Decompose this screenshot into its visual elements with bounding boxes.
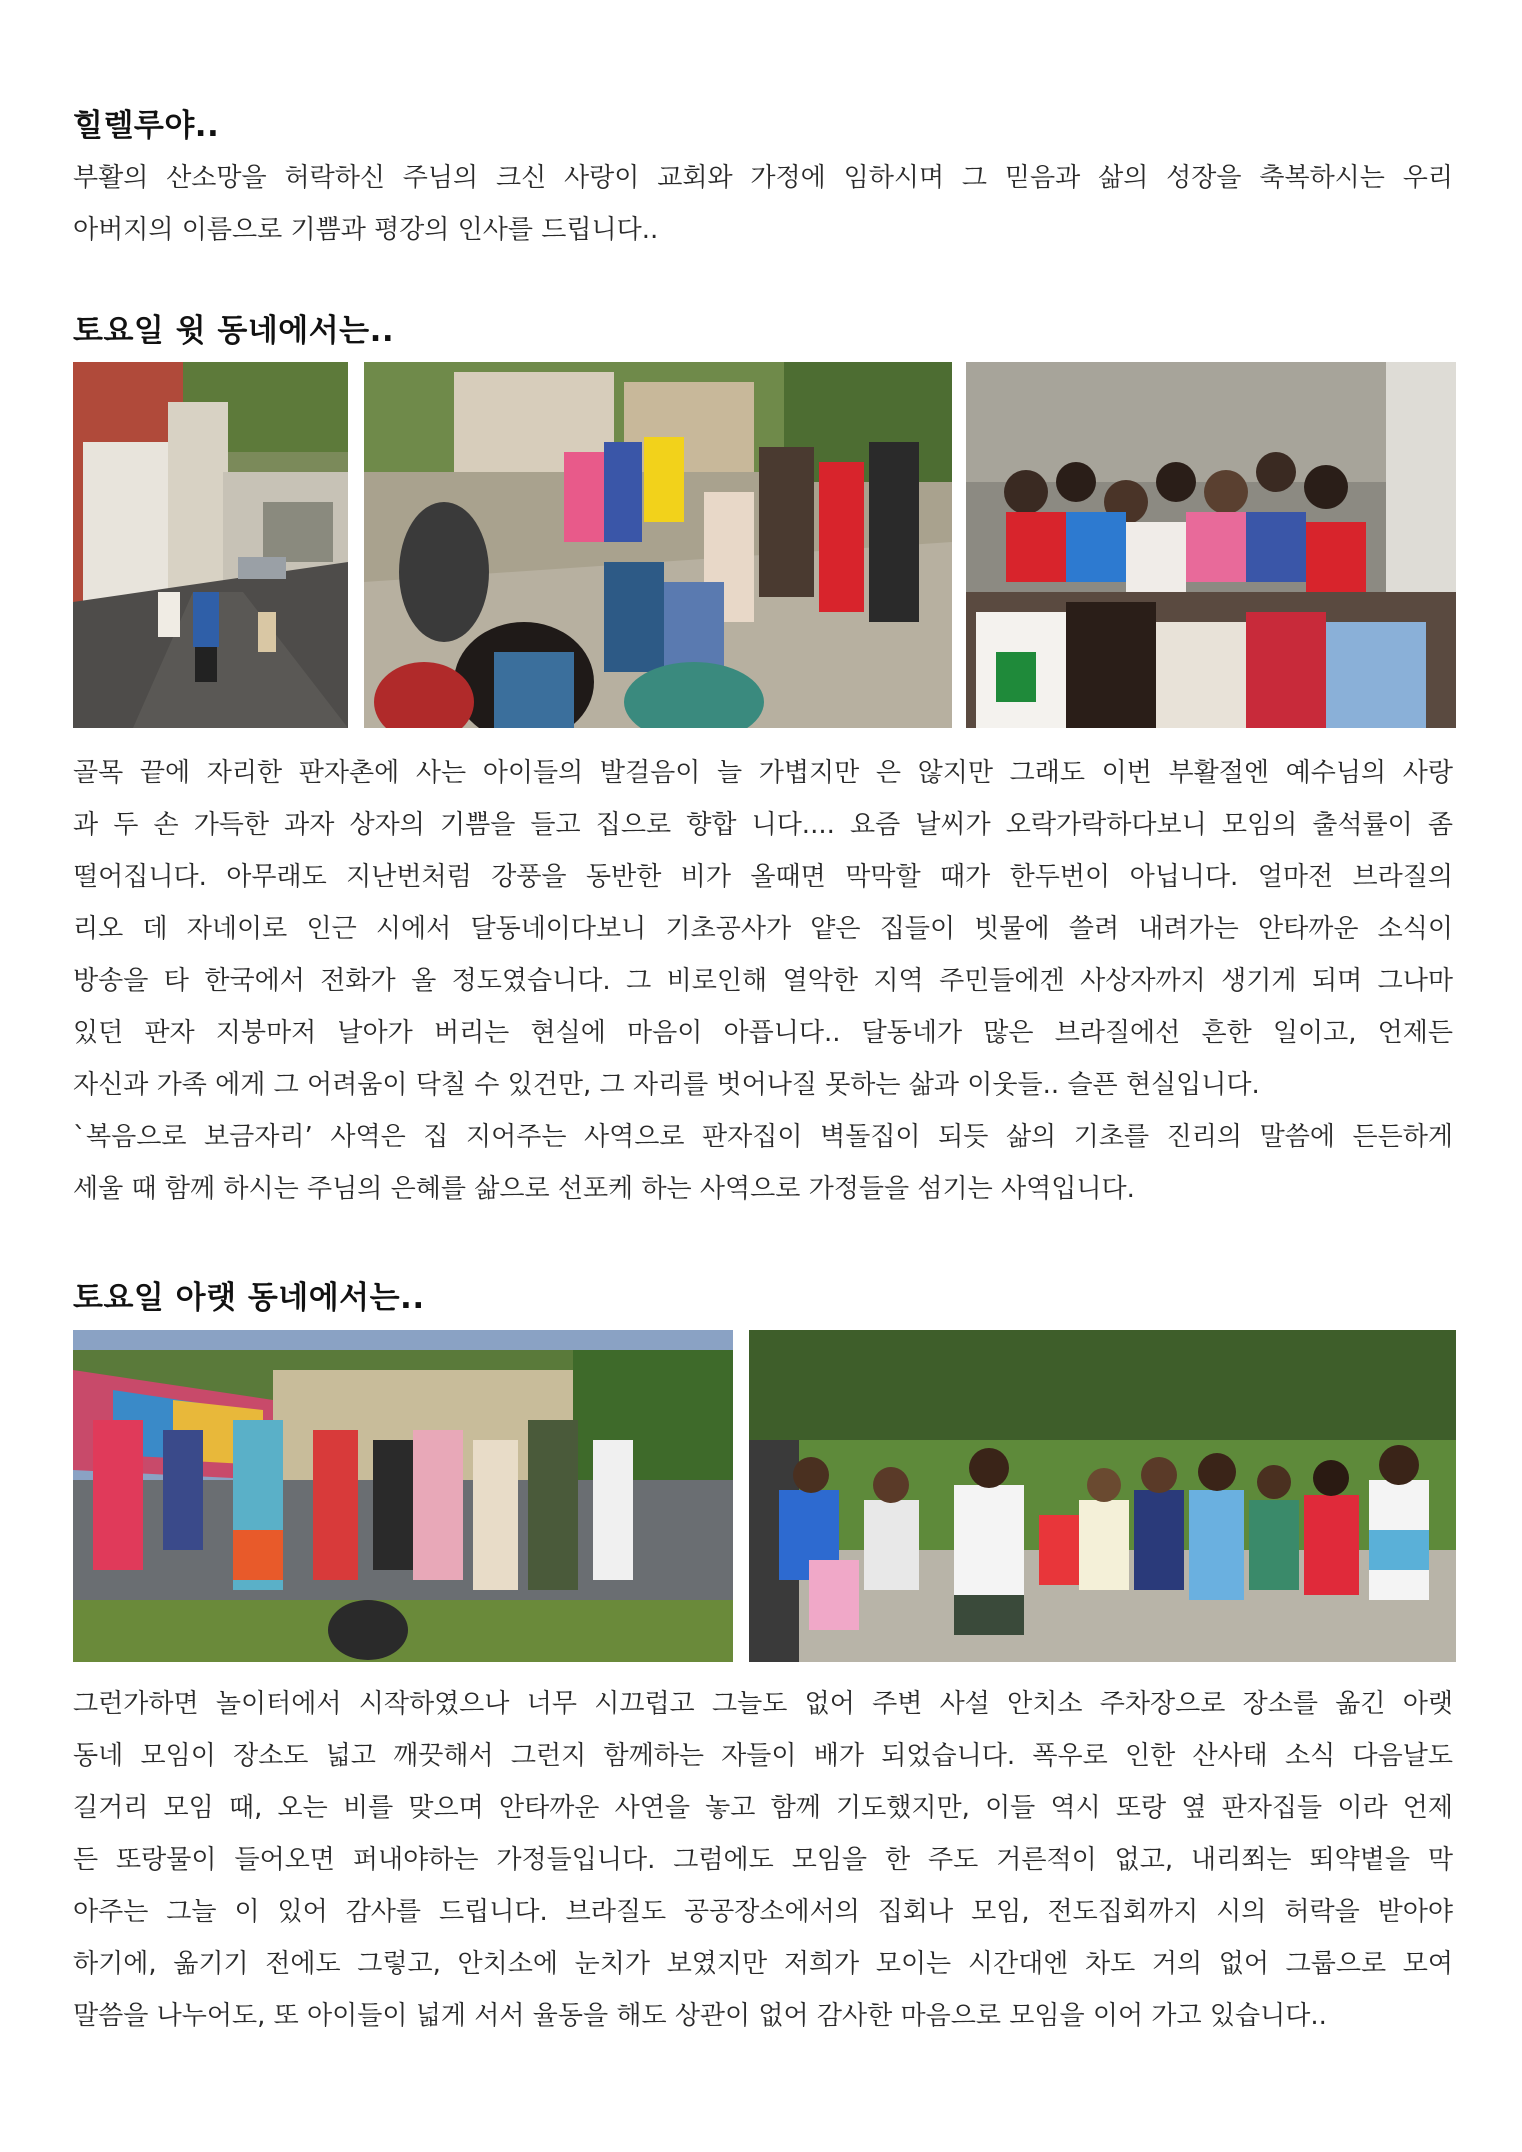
greeting-paragraph	[73, 152, 1453, 256]
text-line: 과 두 손 가득한 과자 상자의 기쁨을 들고 집으로 향합 니다.... 요즘 날씨가 오락가락하다보니 모임의 출석률이 좀	[73, 810, 1453, 840]
text-line: 아주는 그늘 이 있어 감사를 드립니다. 브라질도 공공장소에서의 집회나 모임, 전도집회까지 시의 허락을 받아야	[73, 1897, 1453, 1927]
text-line: 아버지의 이름으로 기쁨과 평강의 인사를 드립니다..	[73, 215, 659, 245]
text-line: 리오 데 자네이로 인근 시에서 달동네이다보니 기초공사가 얕은 집들이 빗물에 쓸려 내려가는 안타까운 소식이	[73, 914, 1453, 944]
text-line: 떨어집니다. 아무래도 지난번처럼 강풍을 동반한 비가 올때면 막막할 때가 한두번이 아닙니다. 얼마전 브라질의	[73, 862, 1453, 892]
text-line: 골목 끝에 자리한 판자촌에 사는 아이들의 발걸음이 늘 가볍지만 은 않지만 그래도 이번 부활절엔 예수님의 사랑	[73, 758, 1453, 788]
text-line: `복음으로 보금자리’ 사역은 집 지어주는 사역으로 판자집이 벽돌집이 되듯 삶의 기초를 진리의 말씀에 든든하게	[73, 1122, 1453, 1152]
text-line: 든 또랑물이 들어오면 퍼내야하는 가정들입니다. 그럼에도 모임을 한 주도 거른적이 없고, 내리쬐는 뙤약볕을 막	[73, 1845, 1453, 1875]
text-line: 방송을 타 한국에서 전화가 올 정도였습니다. 그 비로인해 열악한 지역 주민들에겐 사상자까지 생기게 되며 그나마	[73, 966, 1453, 996]
text-line: 부활의 산소망을 허락하신 주님의 크신 사랑이 교회와 가정에 임하시며 그 믿음과 삶의 성장을 축복하시는 우리	[73, 163, 1453, 193]
photo-adults-gathering	[364, 362, 952, 728]
greeting-heading: 힐렐루야..	[73, 108, 220, 144]
photo-outdoor-group	[73, 1330, 733, 1662]
text-line: 말씀을 나누어도, 또 아이들이 넓게 서서 율동을 해도 상관이 없어 감사한 마음으로 모임을 이어 가고 있습니다..	[73, 2001, 1327, 2031]
photo-children-sitting	[966, 362, 1456, 728]
text-line: 하기에, 옮기기 전에도 그렇고, 안치소에 눈치가 보였지만 저희가 모이는 시간대엔 차도 거의 없어 그룹으로 모여	[73, 1949, 1453, 1979]
text-line: 자신과 가족 에게 그 어려움이 닥칠 수 있건만, 그 자리를 벗어나질 못하는 삶과 이웃들.. 슬픈 현실입니다.	[73, 1070, 1260, 1100]
text-line: 길거리 모임 때, 오는 비를 맞으며 안타까운 사연을 놓고 함께 기도했지만, 이들 역시 또랑 옆 판자집들 이라 언제	[73, 1793, 1453, 1823]
photo-children-walking-street	[73, 362, 348, 728]
upper-village-heading: 토요일 윗 동네에서는..	[73, 313, 395, 349]
upper-village-paragraph	[73, 747, 1453, 1215]
lower-village-paragraph	[73, 1678, 1453, 2042]
text-line: 동네 모임이 장소도 넓고 깨끗해서 그런지 함께하는 자들이 배가 되었습니다. 폭우로 인한 산사태 소식 다음날도	[73, 1741, 1453, 1771]
lower-village-heading: 토요일 아랫 동네에서는..	[73, 1280, 425, 1316]
text-line: 그런가하면 놀이터에서 시작하였으나 너무 시끄럽고 그늘도 없어 주변 사설 안치소 주차장으로 장소를 옮긴 아랫	[73, 1689, 1453, 1719]
text-line: 세울 때 함께 하시는 주님의 은혜를 삶으로 선포케 하는 사역으로 가정들을 섬기는 사역입니다.	[73, 1174, 1135, 1204]
text-line: 있던 판자 지붕마저 날아가 버리는 현실에 마음이 아픕니다.. 달동네가 많은 브라질에선 흔한 일이고, 언제든	[73, 1018, 1453, 1048]
photo-children-standing-row	[749, 1330, 1456, 1662]
